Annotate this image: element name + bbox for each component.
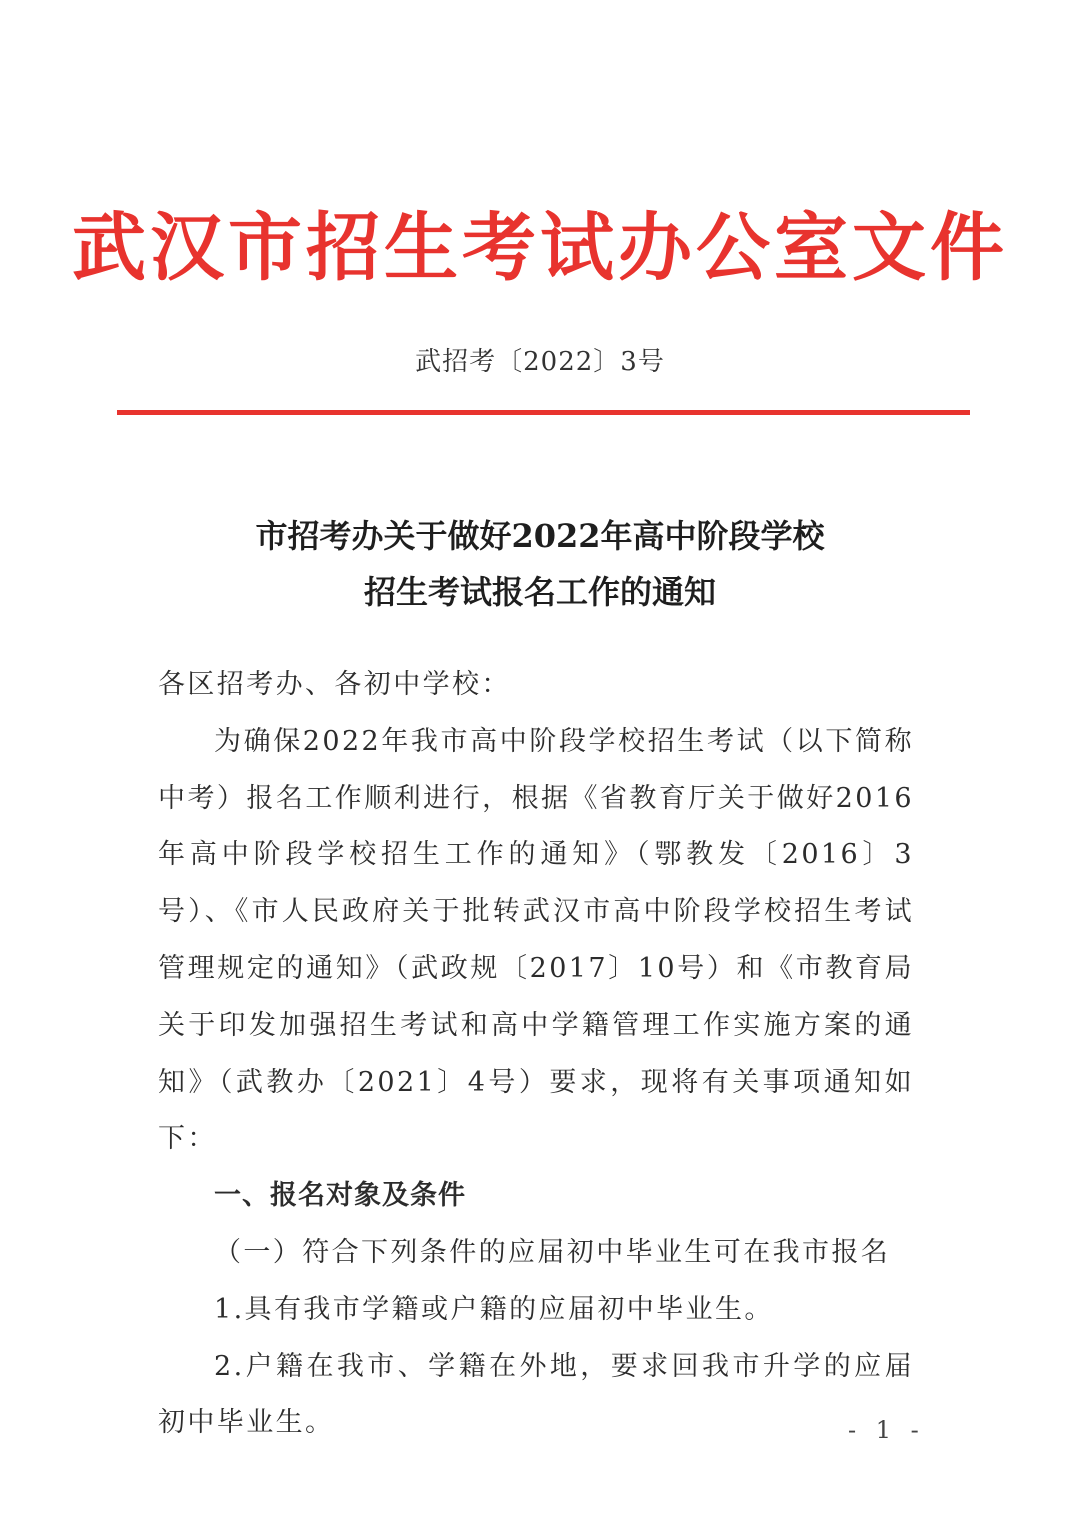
subsection-heading: （一）符合下列条件的应届初中毕业生可在我市报名 [214,1236,891,1268]
notice-title [0,508,1080,620]
body-text [158,657,914,1452]
intro-paragraph: 为确保2022年我市高中阶段学校招生考试（以下简称中考）报名工作顺利进行，根据《省教育厅关于做好2016年高中阶段学校招生工作的通知》（鄂教发〔2016〕3号）、《市人民政府关于批转武汉市高中阶段学校招生考试管理规定的通知》（武政规〔2017〕10号）和《市教育局关于印发加强招生考试和高中学籍管理工作实施方案的通知》（武教办〔2021〕4号）要求，现将有关事项通知如下： [158,725,914,1155]
notice-title-line-1: 市招考办关于做好2022年高中阶段学校 [255,517,825,555]
list-item: 2.户籍在我市、学籍在外地，要求回我市升学的应届初中毕业生。 [158,1350,914,1439]
page-number: - 1 - [848,1416,925,1444]
list-item: 1.具有我市学籍或户籍的应届初中毕业生。 [214,1293,774,1325]
issuer-title: 武汉市招生考试办公室文件 [72,205,1008,291]
notice-title-line-2: 招生考试报名工作的通知 [363,573,716,611]
document-number: 武招考〔2022〕3号 [415,347,665,377]
salutation: 各区招考办、各初中学校： [158,669,511,700]
section-heading: 一、报名对象及条件 [214,1180,466,1212]
red-divider-line [117,410,970,415]
